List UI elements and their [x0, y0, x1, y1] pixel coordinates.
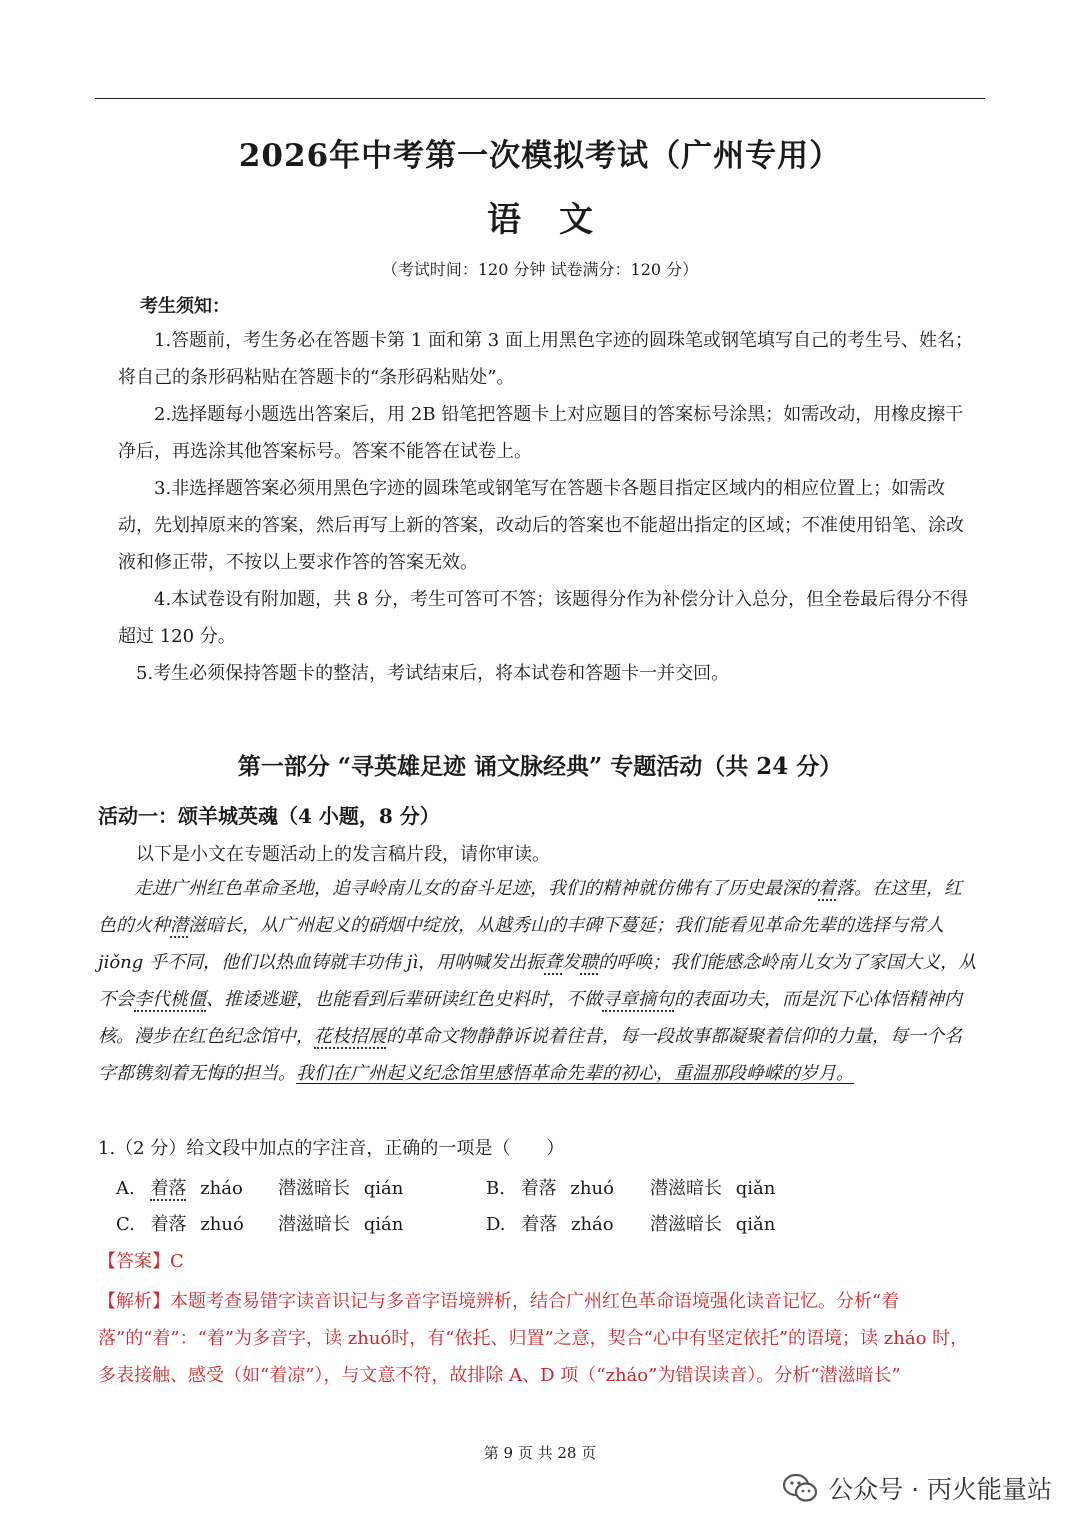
watermark-text: 公众号 · 丙火能量站 [828, 1475, 1052, 1504]
exam-title: 2026年中考第一次模拟考试（广州专用） [238, 138, 842, 174]
option-pinyin: qiǎn [735, 1178, 776, 1199]
option-pinyin: qiǎn [735, 1214, 776, 1235]
option-b-part2 [650, 1174, 775, 1200]
answer-line: 【答案】C [98, 1251, 184, 1272]
notice-heading: 考生须知： [140, 296, 230, 317]
question-1-stem: 1.（2 分）给文段中加点的字注音，正确的一项是（ ） [98, 1138, 565, 1159]
option-word: 着落 [520, 1178, 557, 1199]
activity-intro: 以下是小文在专题活动上的发言稿片段，请你审读。 [136, 844, 550, 865]
option-b: B. 着落 zhuó [486, 1178, 614, 1199]
dotted-char: 聋 [544, 952, 563, 973]
speech-passage [98, 870, 978, 1092]
top-rule [95, 98, 985, 99]
speech-text: 走进广州红色革命圣地，追寻岭南儿女的奋斗足迹，我们的精神就仿佛有了历史最深的 [134, 878, 818, 899]
option-c-part2 [278, 1210, 403, 1236]
speech-text: 发 [562, 952, 581, 973]
dotted-phrase: 李代桃僵 [134, 989, 206, 1010]
speech-text: 的表面功夫，而是沉下心体悟精神内核。漫步在红色纪念馆中， [98, 989, 962, 1047]
option-word: 潜滋暗长 [650, 1178, 722, 1199]
notice-item-4: 4.本试卷设有附加题，共 8 分，考生可答可不答；该题得分作为补偿分计入总分，但全卷最后得分不得超过 120 分。 [118, 589, 969, 647]
option-word: 着落 [150, 1178, 187, 1199]
underlined-sentence: 我们在广州起义纪念馆里感悟革命先辈的初心，重温那段峥嵘的岁月。 [296, 1063, 854, 1084]
option-word: 着落 [150, 1214, 187, 1235]
speech-text: 落。在这里，红色的火种 [98, 878, 962, 936]
option-pinyin: zhuó [570, 1178, 614, 1199]
option-pinyin: qián [363, 1214, 404, 1235]
speech-text: 的呼唤；我们能感念岭南儿女为了家国大义，从不会 [98, 952, 977, 1010]
dotted-phrase: 花枝招展 [314, 1026, 386, 1047]
option-c: C. 着落 zhuó [116, 1214, 244, 1235]
option-pinyin: qián [363, 1178, 404, 1199]
option-word: 潜滋暗长 [650, 1214, 722, 1235]
option-word: 潜滋暗长 [278, 1214, 350, 1235]
option-pinyin: zhuó [200, 1214, 244, 1235]
option-pinyin: zháo [570, 1214, 614, 1235]
notice-item-2: 2.选择题每小题选出答案后，用 2B 铅笔把答题卡上对应题目的答案标号涂黑；如需改动，用橡皮擦干净后，再选涂其他答案标号。答案不能答在试卷上。 [118, 404, 964, 462]
subject-title: 语文 [487, 200, 631, 240]
speech-text: 、推诿逃避，也能看到后辈研读红色史料时，不做 [206, 989, 602, 1010]
speech-text: 滋暗长，从广州起义的硝烟中绽放，从越秀山的丰碑下蔓延；我们能看见革命先辈的选择与常人 jiǒng 乎不同，他们以热血铸就丰功伟 jì，用呐喊发出振 [98, 915, 944, 973]
page-number: 第 9 页 共 28 页 [483, 1444, 597, 1462]
dotted-char: 聩 [580, 952, 599, 973]
notice-item-1: 1.答题前，考生务必在答题卡第 1 面和第 3 面上用黑色字迹的圆珠笔或钢笔填写自己的考生号、姓名；将自己的条形码粘贴在答题卡的“条形码粘贴处”。 [118, 330, 973, 388]
option-d-part2 [650, 1210, 775, 1236]
dotted-phrase: 寻章摘句 [602, 989, 674, 1010]
analysis-text: 【解析】本题考查易错字读音识记与多音字语境辨析，结合广州红色革命语境强化读音记忆。分析“着落”的“着”：“着”为多音字，读 zhuó时，有“依托、归置”之意，契合“心中有坚定依托”的语境；读 zháo 时，多表接触、感受（如“着凉”），与文意不符，故排除 A、D 项（“zháo”为错误读音）。分析“潜滋暗长” [98, 1291, 969, 1386]
wechat-icon [782, 1473, 818, 1503]
option-pinyin: zháo [200, 1178, 243, 1199]
notice-item-5: 5.考生必须保持答题卡的整洁，考试结束后，将本试卷和答题卡一并交回。 [136, 663, 730, 684]
option-word: 着落 [521, 1214, 558, 1235]
exam-info: （考试时间：120 分钟 试卷满分：120 分） [381, 260, 699, 279]
option-a-part2 [278, 1174, 403, 1200]
part1-title: 第一部分 “寻英雄足迹 诵文脉经典” 专题活动（共 24 分） [237, 753, 843, 780]
speech-text: 的革命文物静静诉说着往昔，每一段故事都凝聚着信仰的力量，每一个名字都镌刻着无悔的担当。 [98, 1026, 962, 1084]
option-word: 潜滋暗长 [278, 1178, 350, 1199]
dotted-char: 潜 [170, 915, 188, 936]
dotted-char: 着 [818, 878, 836, 899]
option-d: D. 着落 zháo [486, 1214, 614, 1235]
option-a: A. 着落 zháo [116, 1178, 243, 1199]
notice-item-3: 3.非选择题答案必须用黑色字迹的圆珠笔或钢笔写在答题卡各题目指定区域内的相应位置上；如需改动，先划掉原来的答案，然后再写上新的答案，改动后的答案也不能超出指定的区域；不准使用铅笔、涂改液和修正带，不按以上要求作答的答案无效。 [118, 478, 964, 573]
activity-heading: 活动一：颂羊城英魂（4 小题，8 分） [98, 804, 440, 828]
watermark [782, 1470, 1052, 1506]
